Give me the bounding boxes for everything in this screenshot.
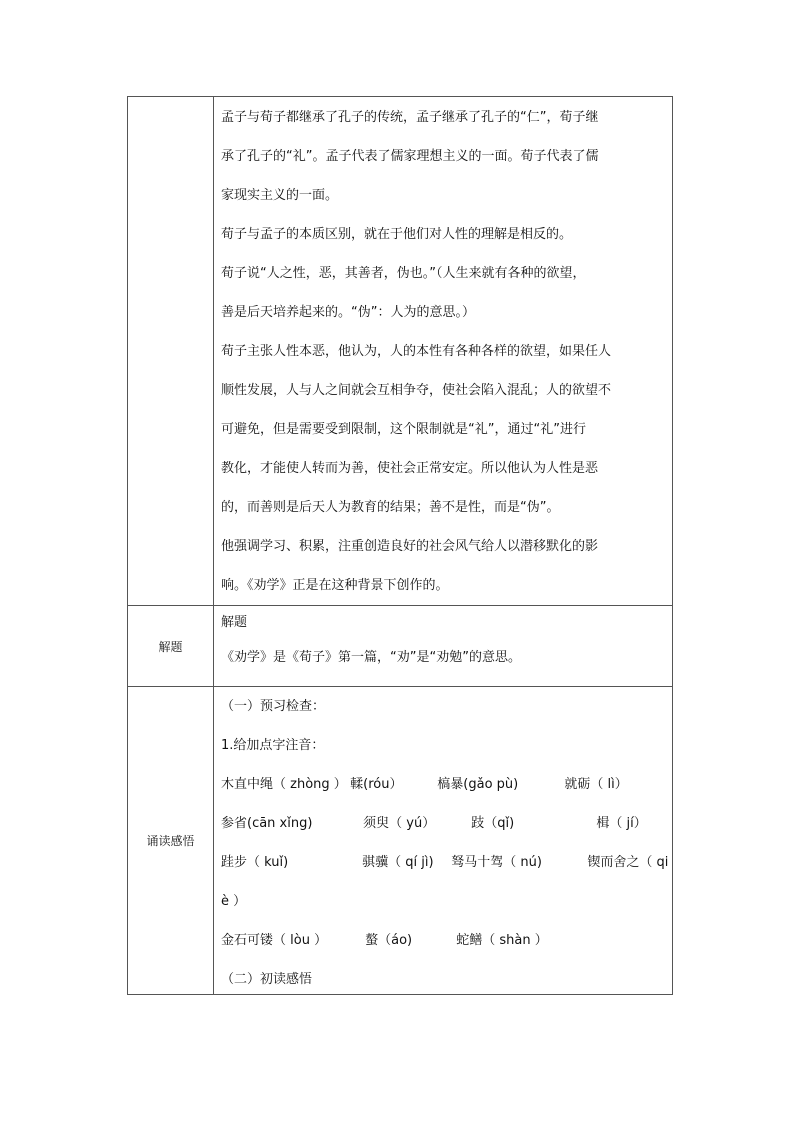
exercise-heading: 1.给加点字注音： <box>221 738 325 753</box>
section-heading: （一）预习检查： <box>221 699 326 714</box>
pinyin-item: 跬步（ kuǐ) <box>221 855 289 870</box>
paragraph-line: 家现实主义的一面。 <box>221 188 339 203</box>
pinyin-item: 就砺（ lì） <box>564 777 628 792</box>
pinyin-item: 锲而舍之（ qi <box>587 855 669 870</box>
pinyin-line <box>221 804 668 843</box>
row-content <box>214 687 672 994</box>
paragraph-line: 孟子与荀子都继承了孔子的传统，孟子继承了孔子的“仁”，荀子继 <box>221 110 599 125</box>
paragraph-line: 荀子主张人性本恶，他认为，人的本性有各种各样的欲望，如果任人 <box>221 344 612 359</box>
paragraph-line: 承了孔子的“礼”。孟子代表了儒家理想主义的一面。荀子代表了儒 <box>221 149 599 164</box>
row-label-jieti: 解题 <box>128 606 214 686</box>
paragraph-line: 他强调学习、积累，注重创造良好的社会风气给人以潜移默化的影 <box>221 539 599 554</box>
pinyin-item: 驽马十驾（ nú) <box>451 855 542 870</box>
pinyin-line <box>221 882 668 921</box>
paragraph-line: 顺性发展，人与人之间就会互相争夺，使社会陷入混乱；人的欲望不 <box>221 383 612 398</box>
pinyin-item: 木直中绳（ zhòng ） <box>221 777 347 792</box>
paragraph-line: 荀子说“人之性，恶，其善者，伪也。”（人生来就有各种的欲望， <box>221 266 586 281</box>
paragraph-line: 可避免，但是需要受到限制，这个限制就是“礼”，通过“礼”进行 <box>221 422 586 437</box>
pinyin-line <box>221 921 668 960</box>
pinyin-item: 须臾（ yú） <box>363 816 436 831</box>
section-heading: 解题 <box>221 615 248 630</box>
lesson-table <box>127 96 673 995</box>
pinyin-item: 蛇鳝（ shàn ） <box>456 933 548 948</box>
pinyin-item: 金石可镂（ lòu ） <box>221 933 328 948</box>
pinyin-item: 螯（áo) <box>365 933 413 948</box>
paragraph-line: 《劝学》是《荀子》第一篇，“劝”是“劝勉”的意思。 <box>221 650 521 665</box>
paragraph-line: 荀子与孟子的本质区别，就在于他们对人性的理解是相反的。 <box>221 227 573 242</box>
paragraph-line: 的，而善则是后天人为教育的结果；善不是性，而是“伪”。 <box>221 500 560 515</box>
pinyin-item: 骐骥（ qí jì) <box>362 855 434 870</box>
pinyin-item: 輮(róu） <box>350 777 403 792</box>
pinyin-item: 楫（ jí） <box>596 816 647 831</box>
pinyin-item: 槁暴(gǎo pù) <box>437 777 519 792</box>
pinyin-item: 跂（qǐ) <box>471 816 515 831</box>
pinyin-item: è ） <box>221 894 247 909</box>
table-row <box>128 687 672 995</box>
row-content <box>214 606 672 686</box>
paragraph-line: 教化，才能使人转而为善，使社会正常安定。所以他认为人性是恶 <box>221 461 599 476</box>
pinyin-item: 参省(cān xǐng) <box>221 816 313 831</box>
row-label-songdu: 诵读感悟 <box>128 687 214 994</box>
row-label <box>128 97 214 605</box>
table-row <box>128 97 672 606</box>
section-heading: （二）初读感悟 <box>221 972 313 987</box>
paragraph-line: 响。《劝学》正是在这种背景下创作的。 <box>221 578 449 593</box>
row-content <box>214 97 672 605</box>
pinyin-line <box>221 765 668 804</box>
pinyin-line <box>221 843 668 882</box>
paragraph-line: 善是后天培养起来的。“伪”：人为的意思。） <box>221 305 475 320</box>
table-row <box>128 606 672 687</box>
